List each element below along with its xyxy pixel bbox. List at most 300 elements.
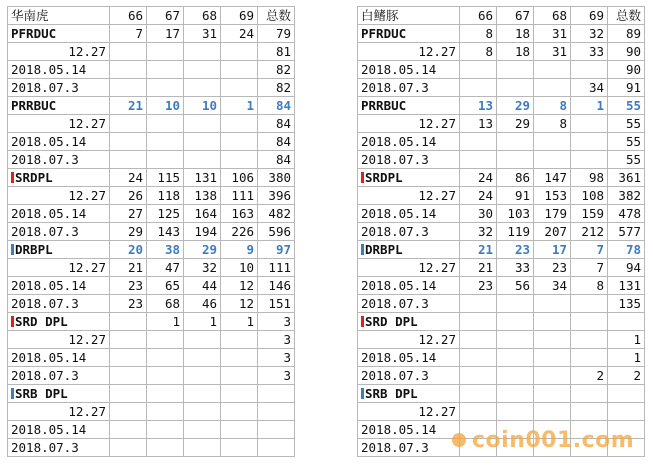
value-cell[interactable]: 13	[460, 97, 497, 115]
total-cell[interactable]: 3	[258, 367, 295, 385]
total-cell[interactable]: 361	[608, 169, 645, 187]
value-cell[interactable]: 32	[571, 25, 608, 43]
value-cell[interactable]: 1	[184, 313, 221, 331]
value-cell[interactable]: 10	[184, 97, 221, 115]
total-cell[interactable]: 90	[608, 43, 645, 61]
date-label-cell[interactable]: 12.27	[358, 43, 460, 61]
total-cell[interactable]: 111	[258, 259, 295, 277]
value-cell[interactable]: 8	[534, 97, 571, 115]
category-label-cell[interactable]	[8, 313, 110, 331]
date-label-cell[interactable]: 2018.05.14	[358, 61, 460, 79]
value-cell[interactable]: 9	[221, 241, 258, 259]
column-header-cell[interactable]: 总数	[608, 7, 645, 25]
value-cell[interactable]: 34	[534, 277, 571, 295]
date-label-cell[interactable]: 2018.05.14	[358, 349, 460, 367]
value-cell[interactable]: 31	[184, 25, 221, 43]
value-cell[interactable]: 111	[221, 187, 258, 205]
value-cell[interactable]: 32	[460, 223, 497, 241]
value-cell[interactable]	[184, 385, 221, 403]
total-cell[interactable]: 146	[258, 277, 295, 295]
value-cell[interactable]	[534, 313, 571, 331]
value-cell[interactable]	[147, 115, 184, 133]
value-cell[interactable]	[147, 439, 184, 457]
value-cell[interactable]: 13	[460, 115, 497, 133]
value-cell[interactable]	[184, 421, 221, 439]
value-cell[interactable]: 131	[184, 169, 221, 187]
value-cell[interactable]: 34	[571, 79, 608, 97]
date-label-cell[interactable]: 2018.07.3	[8, 367, 110, 385]
value-cell[interactable]: 125	[147, 205, 184, 223]
date-label-cell[interactable]: 2018.07.3	[358, 151, 460, 169]
value-cell[interactable]: 56	[497, 277, 534, 295]
date-label-cell[interactable]: 2018.05.14	[358, 133, 460, 151]
total-cell[interactable]: 596	[258, 223, 295, 241]
date-label-cell[interactable]: 12.27	[358, 403, 460, 421]
value-cell[interactable]	[147, 403, 184, 421]
total-cell[interactable]: 1	[608, 349, 645, 367]
value-cell[interactable]	[534, 61, 571, 79]
value-cell[interactable]: 1	[221, 313, 258, 331]
value-cell[interactable]	[497, 151, 534, 169]
value-cell[interactable]	[460, 61, 497, 79]
value-cell[interactable]	[147, 367, 184, 385]
value-cell[interactable]: 38	[147, 241, 184, 259]
value-cell[interactable]: 159	[571, 205, 608, 223]
value-cell[interactable]: 24	[460, 187, 497, 205]
value-cell[interactable]	[110, 43, 147, 61]
value-cell[interactable]	[571, 115, 608, 133]
value-cell[interactable]	[221, 367, 258, 385]
date-label-cell[interactable]: 2018.07.3	[8, 223, 110, 241]
value-cell[interactable]: 31	[534, 43, 571, 61]
total-cell[interactable]: 3	[258, 331, 295, 349]
value-cell[interactable]	[497, 79, 534, 97]
value-cell[interactable]	[184, 43, 221, 61]
value-cell[interactable]	[184, 61, 221, 79]
date-label-cell[interactable]: 12.27	[8, 115, 110, 133]
value-cell[interactable]: 21	[460, 241, 497, 259]
date-label-cell[interactable]: 2018.07.3	[358, 439, 460, 457]
value-cell[interactable]: 1	[571, 97, 608, 115]
value-cell[interactable]	[534, 151, 571, 169]
value-cell[interactable]: 23	[497, 241, 534, 259]
date-label-cell[interactable]: 2018.05.14	[8, 349, 110, 367]
column-header-cell[interactable]: 68	[534, 7, 571, 25]
category-label-text: SRD DPL	[15, 314, 68, 329]
value-cell[interactable]: 24	[460, 169, 497, 187]
total-cell[interactable]	[608, 385, 645, 403]
value-cell[interactable]	[147, 421, 184, 439]
value-cell[interactable]: 103	[497, 205, 534, 223]
value-cell[interactable]	[110, 133, 147, 151]
value-cell[interactable]: 10	[221, 259, 258, 277]
value-cell[interactable]: 143	[147, 223, 184, 241]
value-cell[interactable]: 153	[534, 187, 571, 205]
category-label-cell[interactable]	[358, 25, 460, 43]
total-cell[interactable]: 3	[258, 349, 295, 367]
value-cell[interactable]	[571, 151, 608, 169]
value-cell[interactable]: 7	[571, 241, 608, 259]
total-cell[interactable]: 482	[258, 205, 295, 223]
column-header-cell[interactable]: 69	[221, 7, 258, 25]
total-cell[interactable]: 3	[258, 313, 295, 331]
value-cell[interactable]: 12	[221, 295, 258, 313]
date-label-cell[interactable]: 2018.05.14	[8, 277, 110, 295]
value-cell[interactable]: 24	[221, 25, 258, 43]
value-cell[interactable]	[110, 79, 147, 97]
value-cell[interactable]	[184, 151, 221, 169]
value-cell[interactable]	[460, 295, 497, 313]
total-cell[interactable]: 82	[258, 61, 295, 79]
total-cell[interactable]: 1	[608, 331, 645, 349]
value-cell[interactable]	[460, 79, 497, 97]
value-cell[interactable]	[110, 115, 147, 133]
category-label-cell[interactable]	[8, 169, 110, 187]
value-cell[interactable]: 29	[497, 115, 534, 133]
value-cell[interactable]	[460, 403, 497, 421]
category-label-cell[interactable]	[358, 169, 460, 187]
value-cell[interactable]: 164	[184, 205, 221, 223]
value-cell[interactable]	[221, 133, 258, 151]
total-cell[interactable]: 84	[258, 151, 295, 169]
value-cell[interactable]: 163	[221, 205, 258, 223]
value-cell[interactable]	[221, 349, 258, 367]
value-cell[interactable]	[184, 79, 221, 97]
value-cell[interactable]: 207	[534, 223, 571, 241]
total-cell[interactable]: 91	[608, 79, 645, 97]
value-cell[interactable]: 119	[497, 223, 534, 241]
header-row	[358, 7, 645, 25]
category-label-text: PRRBUC	[361, 98, 407, 113]
total-cell[interactable]	[258, 403, 295, 421]
value-cell[interactable]: 8	[571, 277, 608, 295]
value-cell[interactable]	[571, 133, 608, 151]
value-cell[interactable]	[147, 151, 184, 169]
value-cell[interactable]: 30	[460, 205, 497, 223]
value-cell[interactable]	[497, 331, 534, 349]
value-cell[interactable]	[497, 385, 534, 403]
value-cell[interactable]: 68	[147, 295, 184, 313]
value-cell[interactable]	[221, 421, 258, 439]
total-cell[interactable]: 89	[608, 25, 645, 43]
value-cell[interactable]	[184, 115, 221, 133]
value-cell[interactable]	[147, 79, 184, 97]
value-cell[interactable]	[221, 79, 258, 97]
date-label-cell[interactable]: 12.27	[8, 331, 110, 349]
column-header-cell[interactable]: 66	[110, 7, 147, 25]
total-cell[interactable]: 82	[258, 79, 295, 97]
value-cell[interactable]	[184, 133, 221, 151]
date-label-cell[interactable]: 12.27	[358, 259, 460, 277]
value-cell[interactable]: 65	[147, 277, 184, 295]
value-cell[interactable]	[110, 439, 147, 457]
value-cell[interactable]: 17	[534, 241, 571, 259]
value-cell[interactable]: 21	[110, 259, 147, 277]
value-cell[interactable]	[460, 367, 497, 385]
date-label-cell[interactable]: 12.27	[358, 115, 460, 133]
category-label-cell[interactable]	[358, 241, 460, 259]
value-cell[interactable]: 18	[497, 25, 534, 43]
column-header-cell[interactable]: 67	[147, 7, 184, 25]
total-cell[interactable]: 94	[608, 259, 645, 277]
value-cell[interactable]: 147	[534, 169, 571, 187]
value-cell[interactable]	[460, 349, 497, 367]
value-cell[interactable]	[497, 313, 534, 331]
value-cell[interactable]	[221, 403, 258, 421]
total-cell[interactable]: 55	[608, 151, 645, 169]
value-cell[interactable]	[147, 43, 184, 61]
category-row	[358, 241, 645, 259]
value-cell[interactable]: 86	[497, 169, 534, 187]
value-cell[interactable]: 98	[571, 169, 608, 187]
value-cell[interactable]	[571, 331, 608, 349]
date-label-cell[interactable]: 12.27	[358, 187, 460, 205]
date-label-cell[interactable]: 2018.05.14	[358, 205, 460, 223]
total-cell[interactable]: 84	[258, 133, 295, 151]
value-cell[interactable]: 17	[147, 25, 184, 43]
date-label-cell[interactable]: 2018.07.3	[358, 367, 460, 385]
value-cell[interactable]: 2	[571, 367, 608, 385]
total-cell[interactable]: 396	[258, 187, 295, 205]
value-cell[interactable]: 8	[460, 25, 497, 43]
category-label-text: SRD DPL	[365, 314, 418, 329]
total-cell[interactable]: 55	[608, 115, 645, 133]
date-label-cell[interactable]: 2018.05.14	[358, 421, 460, 439]
value-cell[interactable]: 7	[571, 259, 608, 277]
value-cell[interactable]	[497, 349, 534, 367]
date-label-cell[interactable]: 2018.07.3	[8, 79, 110, 97]
value-cell[interactable]: 106	[221, 169, 258, 187]
value-cell[interactable]	[184, 439, 221, 457]
value-cell[interactable]: 32	[184, 259, 221, 277]
value-cell[interactable]: 33	[497, 259, 534, 277]
value-cell[interactable]: 138	[184, 187, 221, 205]
date-row	[358, 151, 645, 169]
value-cell[interactable]: 20	[110, 241, 147, 259]
date-label-cell[interactable]: 2018.07.3	[358, 295, 460, 313]
value-cell[interactable]: 29	[497, 97, 534, 115]
date-label-cell[interactable]: 12.27	[8, 259, 110, 277]
value-cell[interactable]	[110, 313, 147, 331]
value-cell[interactable]: 21	[110, 97, 147, 115]
value-cell[interactable]	[571, 385, 608, 403]
total-cell[interactable]: 90	[608, 61, 645, 79]
date-label-cell[interactable]: 12.27	[8, 43, 110, 61]
value-cell[interactable]	[221, 43, 258, 61]
value-cell[interactable]	[184, 403, 221, 421]
value-cell[interactable]	[221, 439, 258, 457]
value-cell[interactable]: 91	[497, 187, 534, 205]
date-label-cell[interactable]: 2018.07.3	[8, 151, 110, 169]
date-label-cell[interactable]: 2018.07.3	[8, 295, 110, 313]
value-cell[interactable]	[497, 61, 534, 79]
value-cell[interactable]	[110, 385, 147, 403]
sheet-title-cell[interactable]: 白鳍豚	[358, 7, 460, 25]
value-cell[interactable]	[147, 331, 184, 349]
value-cell[interactable]: 179	[534, 205, 571, 223]
category-label-cell[interactable]	[8, 241, 110, 259]
total-cell[interactable]: 135	[608, 295, 645, 313]
value-cell[interactable]	[184, 349, 221, 367]
value-cell[interactable]: 33	[571, 43, 608, 61]
value-cell[interactable]: 115	[147, 169, 184, 187]
value-cell[interactable]	[110, 331, 147, 349]
value-cell[interactable]	[497, 133, 534, 151]
value-cell[interactable]	[571, 61, 608, 79]
date-label-cell[interactable]: 2018.07.3	[358, 223, 460, 241]
total-cell[interactable]: 55	[608, 97, 645, 115]
date-label-cell[interactable]: 12.27	[8, 403, 110, 421]
value-cell[interactable]: 47	[147, 259, 184, 277]
total-cell[interactable]	[258, 439, 295, 457]
value-cell[interactable]	[184, 331, 221, 349]
value-cell[interactable]: 8	[534, 115, 571, 133]
value-cell[interactable]: 24	[110, 169, 147, 187]
total-cell[interactable]: 151	[258, 295, 295, 313]
column-header-cell[interactable]: 66	[460, 7, 497, 25]
category-label-cell[interactable]	[358, 385, 460, 403]
column-header-cell[interactable]: 69	[571, 7, 608, 25]
column-header-cell[interactable]: 总数	[258, 7, 295, 25]
total-cell[interactable]	[608, 403, 645, 421]
value-cell[interactable]	[534, 295, 571, 313]
value-cell[interactable]	[147, 349, 184, 367]
total-cell[interactable]: 79	[258, 25, 295, 43]
date-label-cell[interactable]: 2018.07.3	[358, 79, 460, 97]
total-cell[interactable]	[258, 385, 295, 403]
date-row	[8, 367, 295, 385]
value-cell[interactable]	[221, 385, 258, 403]
total-cell[interactable]: 577	[608, 223, 645, 241]
value-cell[interactable]	[534, 403, 571, 421]
value-cell[interactable]	[460, 331, 497, 349]
category-label-cell[interactable]	[8, 385, 110, 403]
value-cell[interactable]	[147, 61, 184, 79]
category-label-cell[interactable]	[358, 97, 460, 115]
total-cell[interactable]: 84	[258, 97, 295, 115]
value-cell[interactable]	[221, 331, 258, 349]
value-cell[interactable]	[147, 133, 184, 151]
category-row	[358, 25, 645, 43]
value-cell[interactable]: 44	[184, 277, 221, 295]
value-cell[interactable]	[110, 61, 147, 79]
value-cell[interactable]	[110, 421, 147, 439]
value-cell[interactable]	[534, 367, 571, 385]
total-cell[interactable]: 131	[608, 277, 645, 295]
value-cell[interactable]	[460, 313, 497, 331]
value-cell[interactable]	[534, 385, 571, 403]
value-cell[interactable]	[460, 385, 497, 403]
value-cell[interactable]	[460, 133, 497, 151]
value-cell[interactable]	[110, 151, 147, 169]
value-cell[interactable]: 23	[110, 295, 147, 313]
total-cell[interactable]: 55	[608, 133, 645, 151]
value-cell[interactable]: 29	[110, 223, 147, 241]
value-cell[interactable]: 31	[534, 25, 571, 43]
total-cell[interactable]: 78	[608, 241, 645, 259]
value-cell[interactable]: 212	[571, 223, 608, 241]
value-cell[interactable]	[110, 349, 147, 367]
value-cell[interactable]: 23	[534, 259, 571, 277]
value-cell[interactable]	[534, 79, 571, 97]
date-label-cell[interactable]: 2018.05.14	[358, 277, 460, 295]
value-cell[interactable]: 23	[110, 277, 147, 295]
total-cell[interactable]: 382	[608, 187, 645, 205]
date-row	[8, 43, 295, 61]
date-label-cell[interactable]: 2018.05.14	[8, 205, 110, 223]
value-cell[interactable]: 7	[110, 25, 147, 43]
value-cell[interactable]: 1	[147, 313, 184, 331]
value-cell[interactable]: 21	[460, 259, 497, 277]
total-cell[interactable]	[608, 313, 645, 331]
total-cell[interactable]: 380	[258, 169, 295, 187]
total-cell[interactable]: 84	[258, 115, 295, 133]
category-label-cell[interactable]	[8, 97, 110, 115]
value-cell[interactable]: 29	[184, 241, 221, 259]
date-label-cell[interactable]: 12.27	[358, 331, 460, 349]
column-header-cell[interactable]: 67	[497, 7, 534, 25]
value-cell[interactable]	[221, 151, 258, 169]
value-cell[interactable]: 226	[221, 223, 258, 241]
column-header-cell[interactable]: 68	[184, 7, 221, 25]
category-label-cell[interactable]	[358, 313, 460, 331]
date-label-cell[interactable]: 12.27	[8, 187, 110, 205]
value-cell[interactable]: 8	[460, 43, 497, 61]
value-cell[interactable]	[497, 403, 534, 421]
value-cell[interactable]	[184, 367, 221, 385]
date-label-cell[interactable]: 2018.07.3	[8, 439, 110, 457]
date-row	[8, 79, 295, 97]
value-cell[interactable]	[534, 349, 571, 367]
value-cell[interactable]: 194	[184, 223, 221, 241]
total-cell[interactable]: 81	[258, 43, 295, 61]
value-cell[interactable]: 26	[110, 187, 147, 205]
value-cell[interactable]	[110, 367, 147, 385]
value-cell[interactable]: 27	[110, 205, 147, 223]
total-cell[interactable]: 97	[258, 241, 295, 259]
total-cell[interactable]	[258, 421, 295, 439]
date-label-cell[interactable]: 2018.05.14	[8, 61, 110, 79]
value-cell[interactable]	[571, 403, 608, 421]
date-label-cell[interactable]: 2018.05.14	[8, 421, 110, 439]
value-cell[interactable]	[497, 367, 534, 385]
value-cell[interactable]	[571, 295, 608, 313]
value-cell[interactable]: 10	[147, 97, 184, 115]
value-cell[interactable]: 46	[184, 295, 221, 313]
value-cell[interactable]: 108	[571, 187, 608, 205]
value-cell[interactable]	[497, 295, 534, 313]
value-cell[interactable]	[534, 133, 571, 151]
total-cell[interactable]: 2	[608, 367, 645, 385]
value-cell[interactable]: 118	[147, 187, 184, 205]
value-cell[interactable]	[534, 331, 571, 349]
value-cell[interactable]: 12	[221, 277, 258, 295]
value-cell[interactable]	[221, 61, 258, 79]
value-cell[interactable]	[221, 115, 258, 133]
value-cell[interactable]: 23	[460, 277, 497, 295]
date-label-cell[interactable]: 2018.05.14	[8, 133, 110, 151]
sheet-title-cell[interactable]: 华南虎	[8, 7, 110, 25]
value-cell[interactable]: 18	[497, 43, 534, 61]
category-label-cell[interactable]	[8, 25, 110, 43]
value-cell[interactable]	[460, 151, 497, 169]
total-cell[interactable]: 478	[608, 205, 645, 223]
value-cell[interactable]	[110, 403, 147, 421]
value-cell[interactable]: 1	[221, 97, 258, 115]
value-cell[interactable]	[571, 313, 608, 331]
value-cell[interactable]	[147, 385, 184, 403]
value-cell[interactable]	[571, 349, 608, 367]
